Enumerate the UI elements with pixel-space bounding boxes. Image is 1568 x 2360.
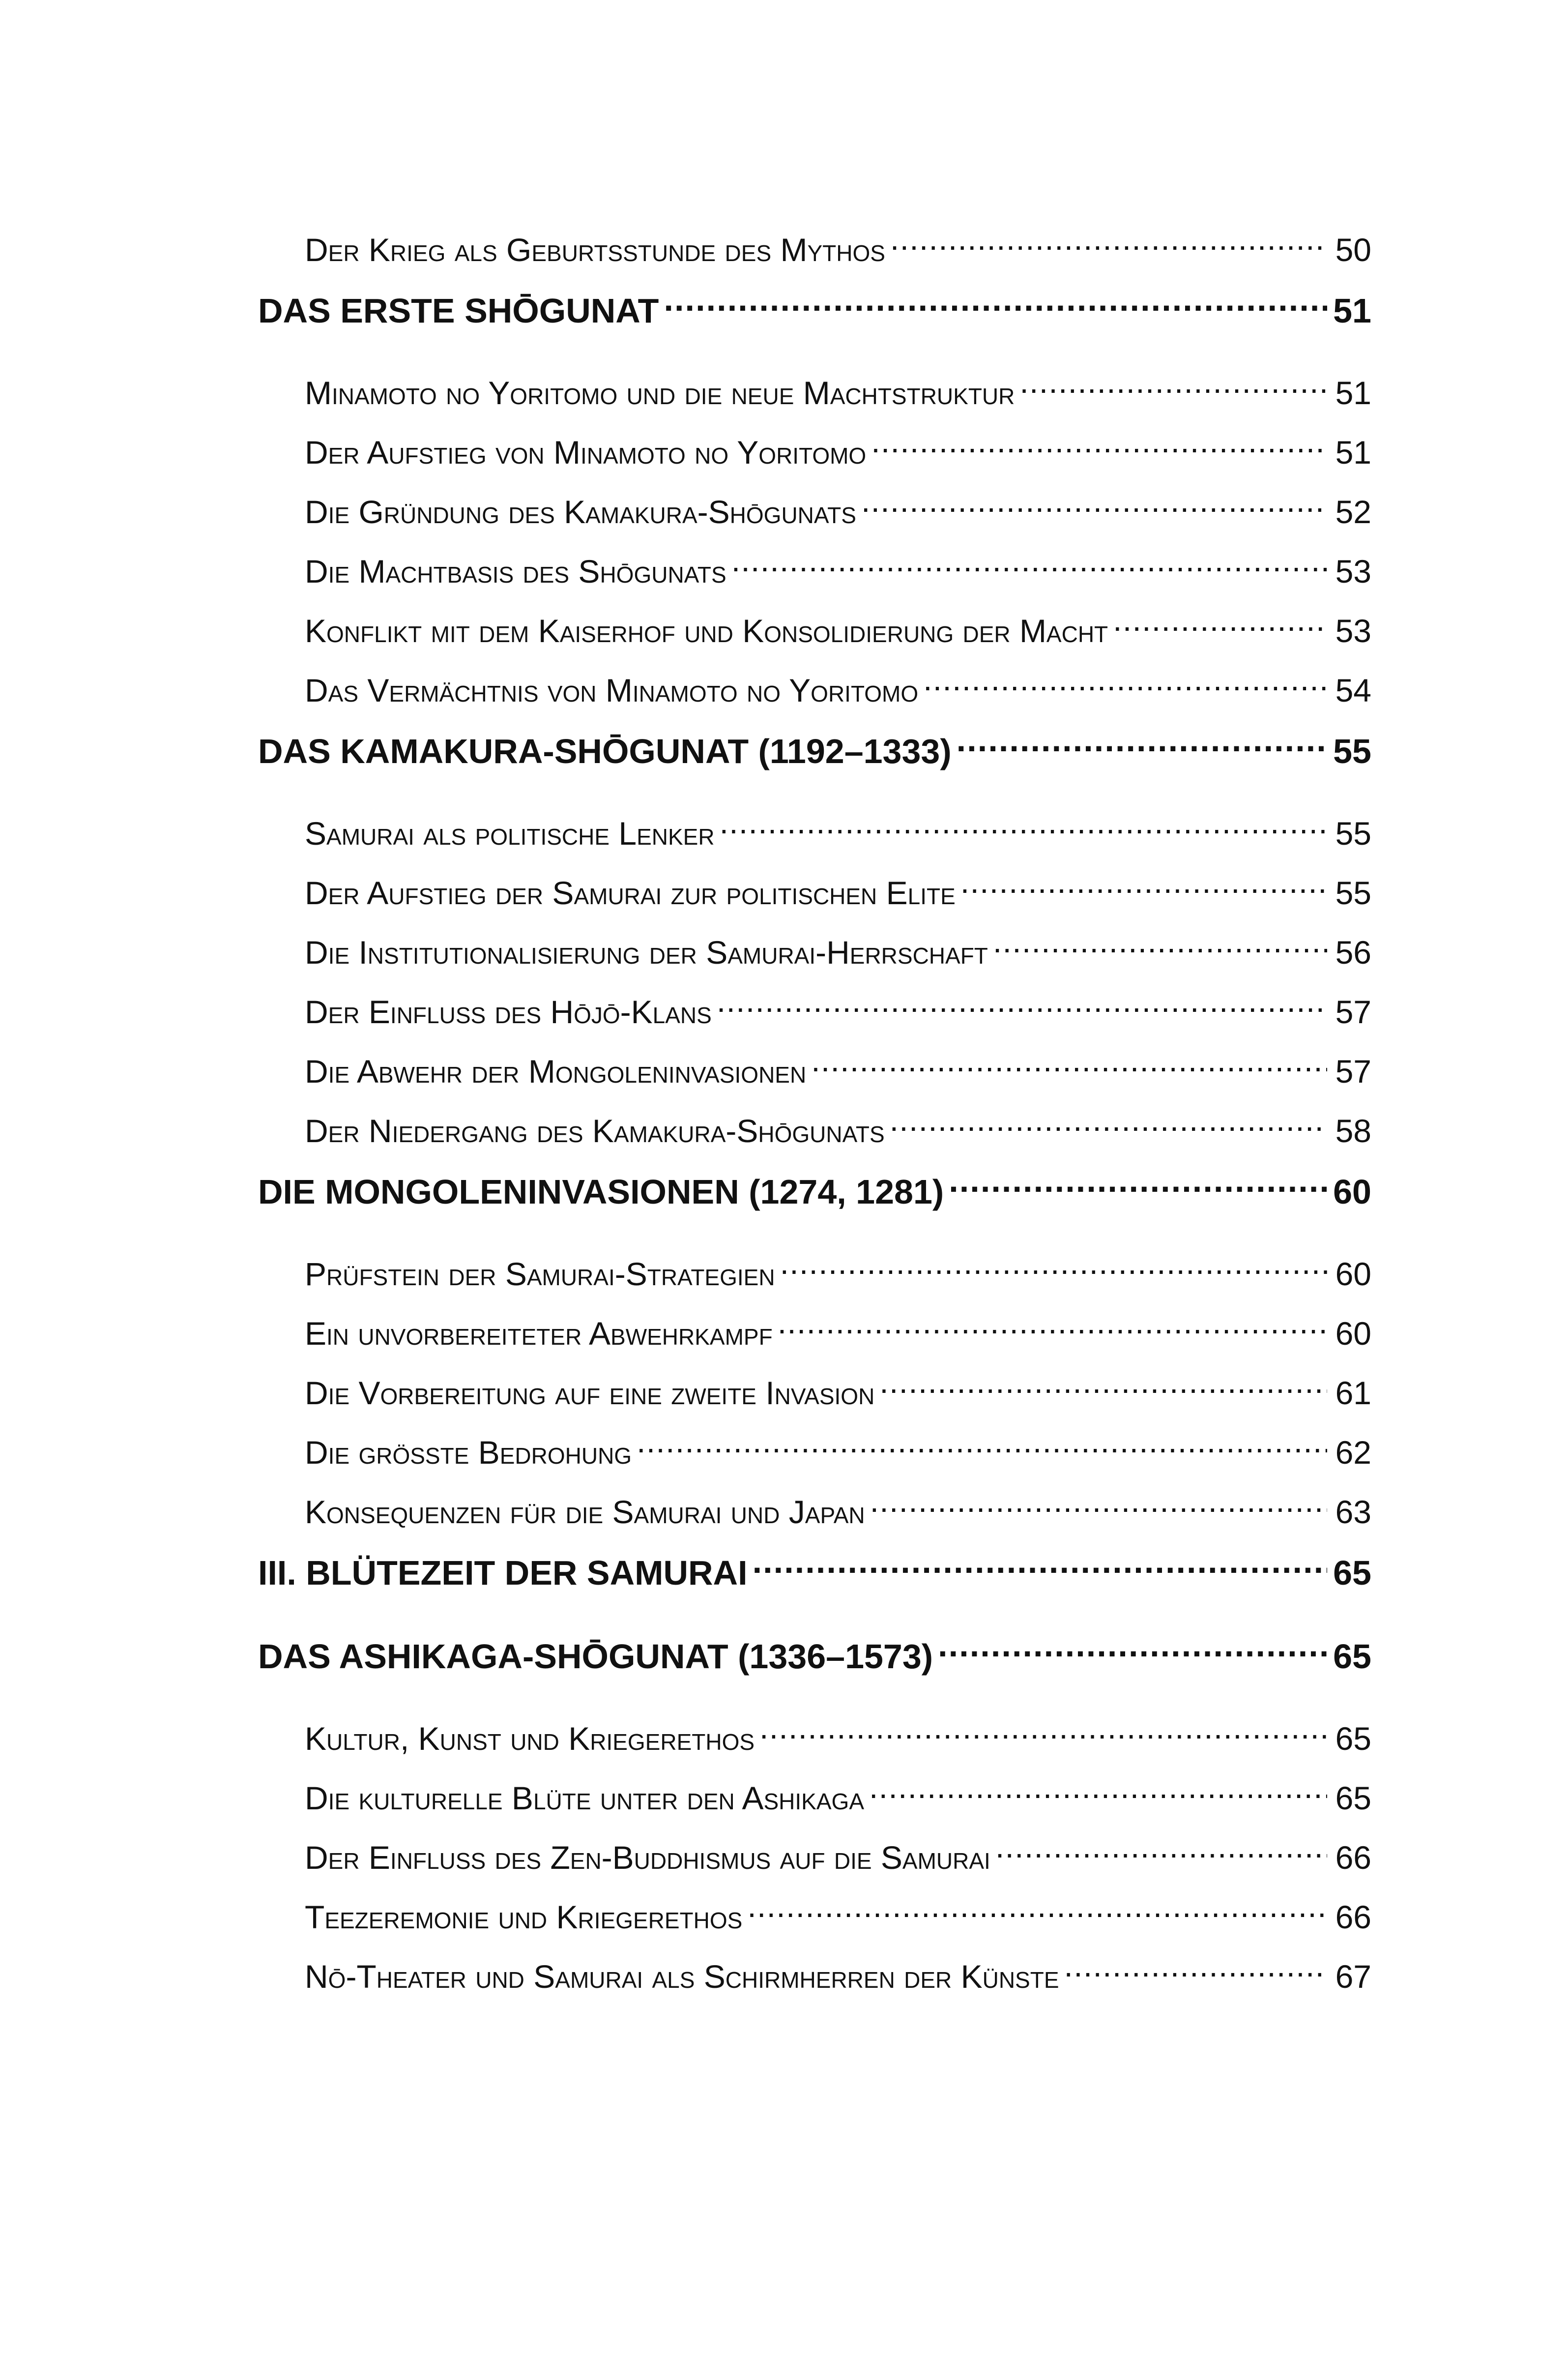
dot-leader (731, 550, 1327, 583)
toc-chapter[interactable] (258, 1550, 1371, 1634)
toc-entry-page: 57 (1335, 1053, 1371, 1090)
toc-entry[interactable] (258, 872, 1371, 931)
toc-chapter-page: 65 (1333, 1637, 1371, 1676)
dot-leader (861, 491, 1327, 523)
toc-entry-title: Der Einfluss des Zen-Buddhismus auf die Samurai (305, 1839, 990, 1876)
toc-entry[interactable] (258, 669, 1371, 729)
dot-leader (890, 229, 1327, 261)
toc-entry-page: 51 (1335, 375, 1371, 411)
dot-leader (995, 1836, 1327, 1869)
toc-entry-title: Konsequenzen für die Samurai und Japan (305, 1494, 865, 1530)
toc-chapter[interactable] (258, 1169, 1371, 1253)
dot-leader (780, 1253, 1327, 1285)
toc-entry-page: 67 (1335, 1958, 1371, 1995)
dot-leader (890, 1110, 1327, 1142)
dot-leader (753, 1550, 1327, 1585)
dot-leader (1064, 1955, 1327, 1988)
toc-entry[interactable] (258, 931, 1371, 991)
toc-entry-title: Konflikt mit dem Kaiserhof und Konsolidierung der Macht (305, 613, 1108, 649)
toc-entry-page: 53 (1335, 613, 1371, 649)
toc-entry[interactable] (258, 229, 1371, 288)
toc-chapter-page: 65 (1333, 1554, 1371, 1592)
toc-entry[interactable] (258, 372, 1371, 431)
toc-entry[interactable] (258, 1717, 1371, 1777)
dot-leader (811, 1050, 1327, 1083)
toc-entry-page: 57 (1335, 994, 1371, 1030)
toc-entry-page: 66 (1335, 1839, 1371, 1876)
toc-chapter-title: DIE MONGOLENINVASIONEN (1274, 1281) (258, 1173, 944, 1211)
dot-leader (871, 431, 1327, 464)
toc-chapter-page: 51 (1333, 292, 1371, 330)
toc-entry-page: 61 (1335, 1375, 1371, 1411)
toc-entry-page: 66 (1335, 1899, 1371, 1935)
toc-chapter-page: 55 (1333, 732, 1371, 770)
toc-entry-title: Die größte Bedrohung (305, 1434, 632, 1471)
dot-leader (949, 1169, 1327, 1204)
toc-entry-title: Die Machtbasis des Shōgunats (305, 553, 726, 590)
toc-entry-title: Der Krieg als Geburtsstunde des Mythos (305, 232, 885, 268)
toc-entry-title: Die kulturelle Blüte unter den Ashikaga (305, 1780, 864, 1816)
toc-entry-page: 65 (1335, 1780, 1371, 1816)
dot-leader (720, 812, 1327, 845)
toc-entry-title: Der Einfluss des Hōjō-Klans (305, 994, 712, 1030)
dot-leader (993, 931, 1327, 964)
toc-entry[interactable] (258, 1777, 1371, 1836)
toc-entry-title: Minamoto no Yoritomo und die neue Machtstruktur (305, 375, 1015, 411)
dot-leader (879, 1372, 1327, 1404)
table-of-contents (258, 229, 1371, 2015)
toc-entry-page: 60 (1335, 1315, 1371, 1352)
toc-entry[interactable] (258, 1110, 1371, 1169)
dot-leader (1113, 610, 1327, 642)
toc-entry-page: 52 (1335, 494, 1371, 530)
toc-entry-title: Das Vermächtnis von Minamoto no Yoritomo (305, 672, 919, 708)
toc-entry-page: 65 (1335, 1720, 1371, 1757)
dot-leader (717, 991, 1327, 1023)
toc-entry[interactable] (258, 812, 1371, 872)
toc-entry-page: 51 (1335, 434, 1371, 471)
dot-leader (637, 1431, 1327, 1464)
toc-entry-title: Die Vorbereitung auf eine zweite Invasion (305, 1375, 875, 1411)
toc-chapter-title: DAS ASHIKAGA-SHŌGUNAT (1336–1573) (258, 1637, 933, 1676)
toc-entry[interactable] (258, 1431, 1371, 1491)
dot-leader (923, 669, 1327, 702)
toc-entry-page: 60 (1335, 1256, 1371, 1292)
toc-entry[interactable] (258, 1312, 1371, 1372)
toc-entry-title: Der Aufstieg der Samurai zur politischen Elite (305, 875, 956, 911)
toc-chapter-title: DAS ERSTE SHŌGUNAT (258, 292, 659, 330)
dot-leader (778, 1312, 1327, 1345)
toc-entry[interactable] (258, 1372, 1371, 1431)
toc-chapter-page: 60 (1333, 1173, 1371, 1211)
dot-leader (957, 729, 1327, 763)
toc-entry[interactable] (258, 991, 1371, 1050)
dot-leader (960, 872, 1327, 904)
toc-entry-page: 50 (1335, 232, 1371, 268)
toc-entry[interactable] (258, 1955, 1371, 2015)
toc-entry-title: Die Abwehr der Mongoleninvasionen (305, 1053, 807, 1090)
toc-entry[interactable] (258, 491, 1371, 550)
toc-chapter[interactable] (258, 1634, 1371, 1717)
dot-leader (1019, 372, 1327, 404)
dot-leader (759, 1717, 1327, 1750)
toc-chapter-title: DAS KAMAKURA-SHŌGUNAT (1192–1333) (258, 732, 952, 770)
toc-entry[interactable] (258, 431, 1371, 491)
toc-entry[interactable] (258, 1050, 1371, 1110)
toc-entry-page: 58 (1335, 1113, 1371, 1149)
toc-entry[interactable] (258, 1836, 1371, 1896)
toc-entry-title: Teezeremonie und Kriegerethos (305, 1899, 743, 1935)
toc-entry-page: 55 (1335, 815, 1371, 852)
toc-entry-page: 56 (1335, 934, 1371, 971)
toc-entry[interactable] (258, 1896, 1371, 1955)
toc-chapter[interactable] (258, 288, 1371, 372)
toc-entry-page: 54 (1335, 672, 1371, 708)
toc-entry-title: Nō-Theater und Samurai als Schirmherren der Künste (305, 1958, 1059, 1995)
toc-entry-title: Samurai als politische Lenker (305, 815, 715, 852)
dot-leader (869, 1777, 1327, 1809)
dot-leader (870, 1491, 1327, 1523)
dot-leader (664, 288, 1327, 323)
toc-entry[interactable] (258, 1253, 1371, 1312)
toc-entry[interactable] (258, 610, 1371, 669)
dot-leader (747, 1896, 1327, 1928)
toc-chapter[interactable] (258, 729, 1371, 812)
toc-entry-page: 62 (1335, 1434, 1371, 1471)
toc-entry-title: Der Aufstieg von Minamoto no Yoritomo (305, 434, 867, 471)
toc-entry-page: 63 (1335, 1494, 1371, 1530)
toc-entry-title: Prüfstein der Samurai-Strategien (305, 1256, 775, 1292)
toc-chapter-title: III. BLÜTEZEIT DER SAMURAI (258, 1554, 748, 1592)
toc-entry[interactable] (258, 1491, 1371, 1550)
dot-leader (938, 1634, 1327, 1668)
toc-entry-title: Der Niedergang des Kamakura-Shōgunats (305, 1113, 885, 1149)
toc-entry-page: 55 (1335, 875, 1371, 911)
toc-entry-page: 53 (1335, 553, 1371, 590)
toc-entry-title: Ein unvorbereiteter Abwehrkampf (305, 1315, 773, 1352)
toc-entry[interactable] (258, 550, 1371, 610)
toc-entry-title: Kultur, Kunst und Kriegerethos (305, 1720, 755, 1757)
toc-entry-title: Die Gründung des Kamakura-Shōgunats (305, 494, 856, 530)
toc-entry-title: Die Institutionalisierung der Samurai-Herrschaft (305, 934, 988, 971)
